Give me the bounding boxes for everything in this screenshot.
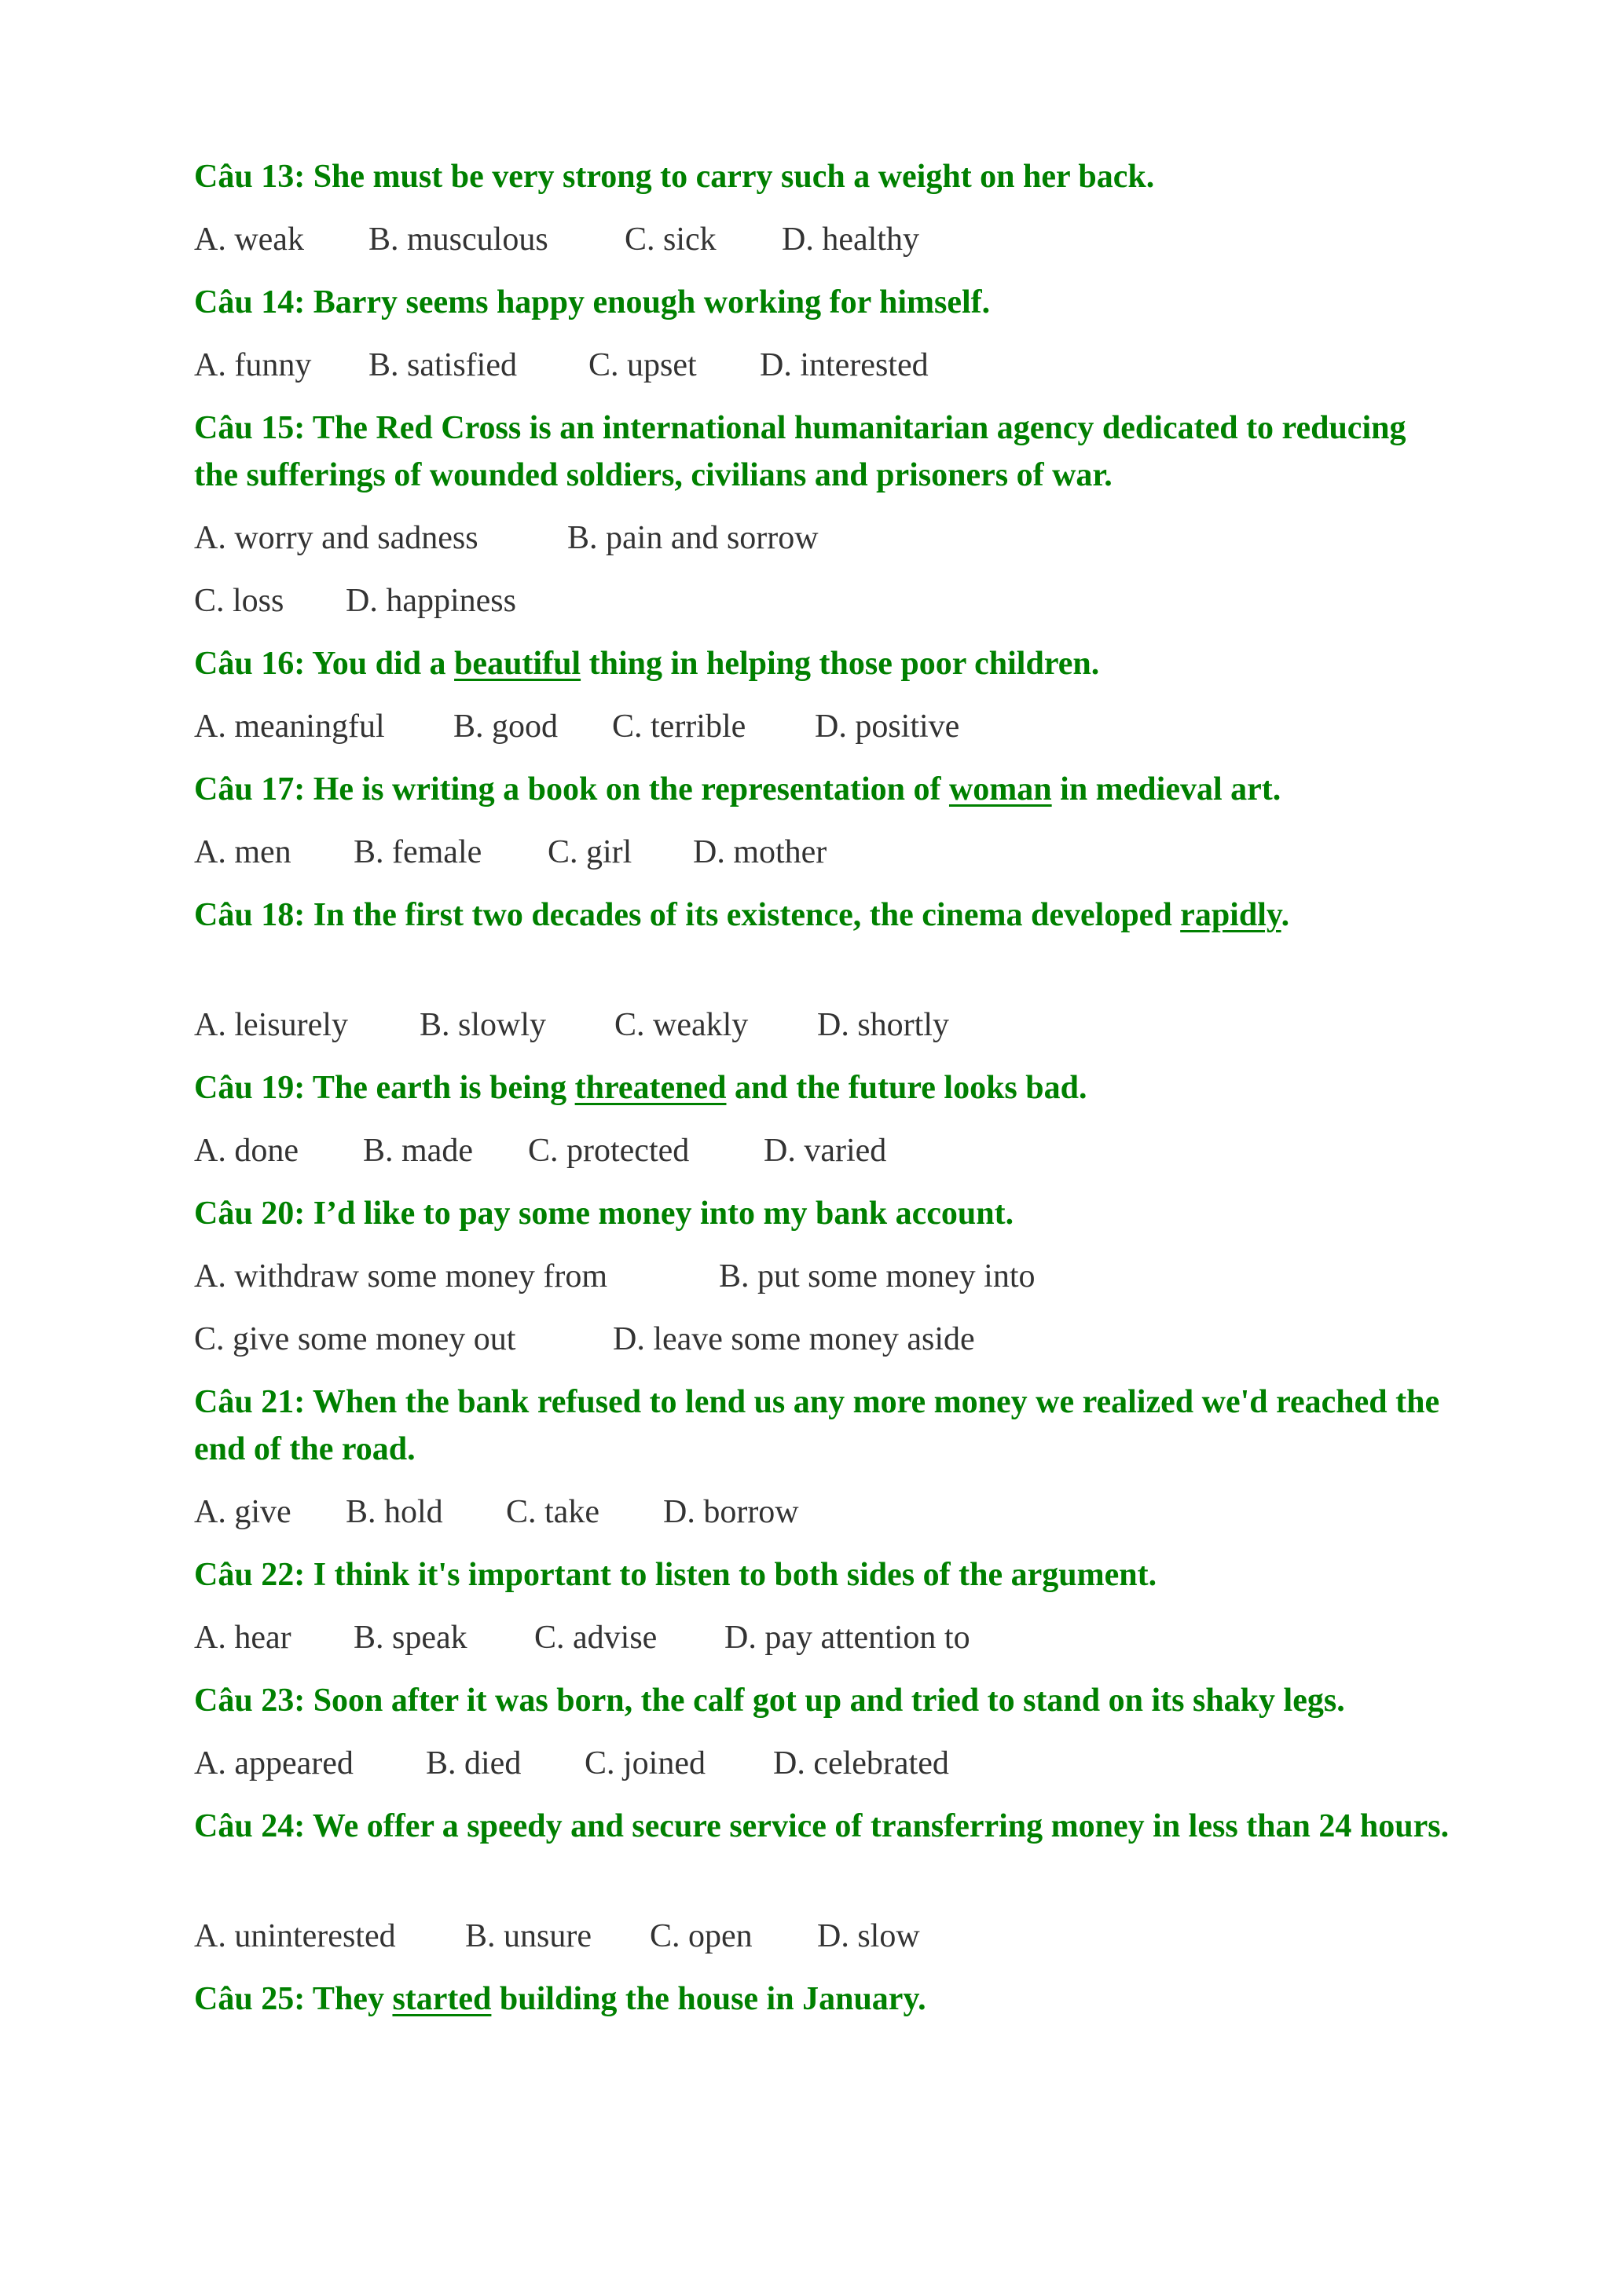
question-text: I think it's important to listen to both sides of the argument. [305,1557,1157,1593]
option-c: C. open [650,1918,753,1954]
option-d: D. leave some money aside [613,1321,975,1357]
option-b: B. good [453,709,559,745]
option-a: A. appeared [194,1745,354,1782]
option-b: B. unsure [465,1918,592,1954]
question-text-after: thing in helping those poor children. [581,646,1100,682]
option-d: D. mother [693,834,827,870]
option-d: D. slow [817,1918,920,1954]
option-c: C. weakly [614,1007,749,1043]
option-b: B. satisfied [368,347,517,383]
question-15 [194,405,1451,499]
option-c: C. upset [588,347,697,383]
option-a: A. meaningful [194,709,385,745]
question-18 [194,892,1310,939]
question-number: Câu 16: [194,646,306,682]
question-number: Câu 22: [194,1557,306,1593]
option-c: C. take [506,1494,599,1530]
option-d: D. positive [815,709,960,745]
question-13 [194,153,1451,200]
option-c: C. terrible [612,709,746,745]
option-d: D. happiness [346,583,516,619]
question-number: Câu 21: [194,1384,306,1420]
option-a: A. weak [194,222,304,258]
option-b: B. made [363,1133,473,1169]
underlined-word: started [392,1981,492,2017]
question-number: Câu 19: [194,1070,306,1106]
question-text-after: in medieval art. [1051,771,1281,807]
question-number: Câu 17: [194,771,306,807]
question-text: Soon after it was born, the calf got up and tried to stand on its shaky legs. [305,1683,1345,1719]
question-text: I’d like to pay some money into my bank account. [305,1196,1014,1232]
option-c: C. sick [625,222,717,258]
question-number: Câu 13: [194,159,306,195]
question-text: When the bank refused to lend us any more money we realized we'd reached the end of the road. [194,1384,1440,1467]
option-d: D. borrow [663,1494,799,1530]
question-text: They [305,1981,393,2017]
question-25 [194,1976,1451,2023]
underlined-word: threatened [574,1070,727,1106]
underlined-word: beautiful [454,646,581,682]
option-a: A. worry and sadness [194,520,478,556]
question-17 [194,766,1451,813]
question-22 [194,1551,1451,1598]
question-text: She must be very strong to carry such a weight on her back. [305,159,1155,195]
option-a: A. men [194,834,291,870]
option-d: D. varied [764,1133,887,1169]
question-number: Câu 18: [194,897,306,933]
option-c: C. give some money out [194,1321,516,1357]
question-number: Câu 25: [194,1981,306,2017]
option-c: C. joined [585,1745,706,1782]
option-b: B. hold [346,1494,443,1530]
question-number: Câu 24: [194,1808,306,1844]
question-number: Câu 23: [194,1683,306,1719]
option-d: D. interested [760,347,929,383]
option-a: A. hear [194,1620,291,1656]
question-number: Câu 14: [194,284,306,320]
question-text: In the first two decades of its existence, the cinema developed [305,897,1181,933]
option-c: C. protected [528,1133,690,1169]
question-text: The earth is being [305,1070,575,1106]
question-text: We offer a speedy and secure service of transferring money in less than 24 hours. [305,1808,1450,1844]
option-d: D. pay attention to [724,1620,970,1656]
question-19 [194,1064,1451,1111]
question-21 [194,1379,1451,1473]
question-14 [194,279,1451,326]
question-text-after: . [1281,897,1290,933]
option-a: A. done [194,1133,299,1169]
option-a: A. give [194,1494,291,1530]
question-23 [194,1677,1451,1724]
option-b: B. put some money into [719,1258,1036,1294]
option-a: A. uninterested [194,1918,396,1954]
option-b: B. slowly [420,1007,547,1043]
option-a: A. leisurely [194,1007,348,1043]
question-text: The Red Cross is an international humanitarian agency dedicated to reducing the sufferings of wounded soldiers, civilians and prisoners of war. [194,410,1406,493]
option-d: D. shortly [817,1007,949,1043]
underlined-word: rapidly [1180,897,1281,933]
question-20 [194,1190,1451,1237]
option-b: B. musculous [368,222,548,258]
question-number: Câu 20: [194,1196,306,1232]
option-a: A. withdraw some money from [194,1258,608,1294]
option-a: A. funny [194,347,312,383]
option-d: D. healthy [782,222,919,258]
option-d: D. celebrated [773,1745,949,1782]
question-text: He is writing a book on the representation of [305,771,949,807]
option-b: B. female [354,834,482,870]
question-text: Barry seems happy enough working for himself. [305,284,991,320]
question-24 [194,1803,1451,1850]
question-text-after: and the future looks bad. [726,1070,1087,1106]
question-text-after: building the house in January. [491,1981,926,2017]
option-b: B. pain and sorrow [567,520,819,556]
option-b: B. speak [354,1620,467,1656]
underlined-word: woman [948,771,1052,807]
option-c: C. loss [194,583,284,619]
question-16 [194,640,1451,687]
question-number: Câu 15: [194,410,306,446]
option-c: C. advise [534,1620,658,1656]
option-c: C. girl [548,834,632,870]
option-b: B. died [426,1745,522,1782]
question-text: You did a [305,646,455,682]
